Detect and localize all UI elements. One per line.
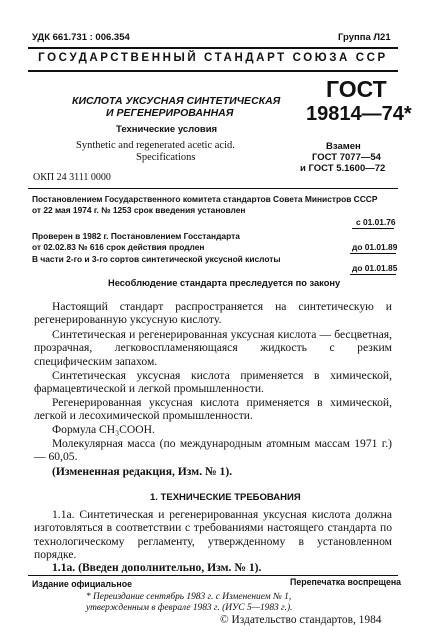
approval-line-2: от 22 мая 1974 г. № 1253 срок введения установлен: [32, 205, 246, 215]
extension-date-underline: [350, 253, 396, 254]
reissue-note-line-1: * Переиздание сентябрь 1983 г. с Изменением № 1,: [86, 592, 292, 602]
effective-date-underline: [352, 228, 394, 229]
grades-date: до 01.01.85: [352, 263, 398, 273]
footer-rule: [28, 575, 398, 576]
extension-date: до 01.01.89: [352, 242, 398, 252]
official-edition: Издание официальное: [32, 579, 132, 589]
check-line-1: Проверен в 1982 г. Постановлением Госстандарта: [32, 231, 240, 241]
reissue-note-line-2: утвержденным в феврале 1983 г. (ИУС 5—1983 г.).: [86, 603, 293, 613]
title-line-1: КИСЛОТА УКСУСНАЯ СИНТЕТИЧЕСКАЯ: [72, 95, 281, 107]
header-rule-top: [28, 47, 398, 49]
gost-label: ГОСТ: [326, 76, 387, 102]
replaces-label: Взамен: [326, 141, 361, 152]
section-heading: 1. ТЕХНИЧЕСКИЕ ТРЕБОВАНИЯ: [150, 492, 301, 503]
paragraph-description: Синтетическая и регенерированная уксусная кислота — бесцветная, прозрачная, легковоспламеняющаяся жидкость с резким специфическим запахом.: [34, 328, 392, 368]
paragraph-synthetic-use: Синтетическая уксусная кислота применяется в химической, фармацевтической и легкой промышленности.: [34, 369, 392, 396]
approval-line-1: Постановлением Государственного комитета стандартов Совета Министров СССР: [32, 194, 378, 204]
english-title-line-1: Synthetic and regenerated acetic acid.: [76, 140, 235, 151]
subtitle: Технические условия: [116, 124, 218, 135]
approval-rule: [28, 188, 398, 189]
copyright: © Издательство стандартов, 1984: [220, 614, 382, 626]
paragraph-molecular-mass: Молекулярная масса (по международным атомным массам 1971 г.) — 60,05.: [34, 437, 392, 464]
section-paragraph-1-1a: 1.1а. Синтетическая и регенерированная уксусная кислота должна изготовляться в соответствии с требованиями настоящего стандарта по технологическому регламенту, утвержденному в установленном порядке.: [34, 508, 392, 562]
reprint-prohibited: Перепечатка воспрещена: [290, 577, 402, 587]
paragraph-scope: Настоящий стандарт распространяется на синтетическую и регенерированную уксусную кислоту.: [34, 300, 392, 327]
udk-code: УДК 661.731 : 006.354: [32, 32, 130, 43]
replaces-standard-1: ГОСТ 7077—54: [312, 152, 381, 163]
section-paragraph-1-1a-note: 1.1а. (Введен дополнительно, Изм. № 1).: [52, 561, 262, 574]
check-line-2: от 02.02.83 № 616 срок действия продлен: [32, 242, 205, 252]
effective-date: с 01.01.76: [356, 217, 396, 227]
standard-banner: ГОСУДАРСТВЕННЫЙ СТАНДАРТ СОЮЗА ССР: [38, 52, 388, 64]
gost-number: 19814—74*: [306, 103, 412, 125]
legal-notice: Несоблюдение стандарта преследуется по закону: [108, 278, 341, 288]
edition-note: (Измененная редакция, Изм. № 1).: [52, 465, 233, 478]
grades-note: В части 2-го и 3-го сортов синтетической уксусной кислоты: [32, 254, 281, 264]
header-rule-bottom: [28, 70, 398, 72]
formula: Формула CH₃COOH.: [52, 423, 155, 436]
group-code: Группа Л21: [338, 32, 391, 43]
title-line-2: И РЕГЕНЕРИРОВАННАЯ: [106, 107, 234, 119]
english-title-line-2: Specifications: [136, 152, 196, 163]
replaces-standard-2: и ГОСТ 5.1600—72: [300, 163, 386, 174]
okp-code: ОКП 24 3111 0000: [33, 172, 111, 183]
paragraph-regenerated-use: Регенерированная уксусная кислота применяется в химической, легкой и лесохимической промышленности.: [34, 396, 392, 423]
grades-date-underline: [350, 274, 396, 275]
